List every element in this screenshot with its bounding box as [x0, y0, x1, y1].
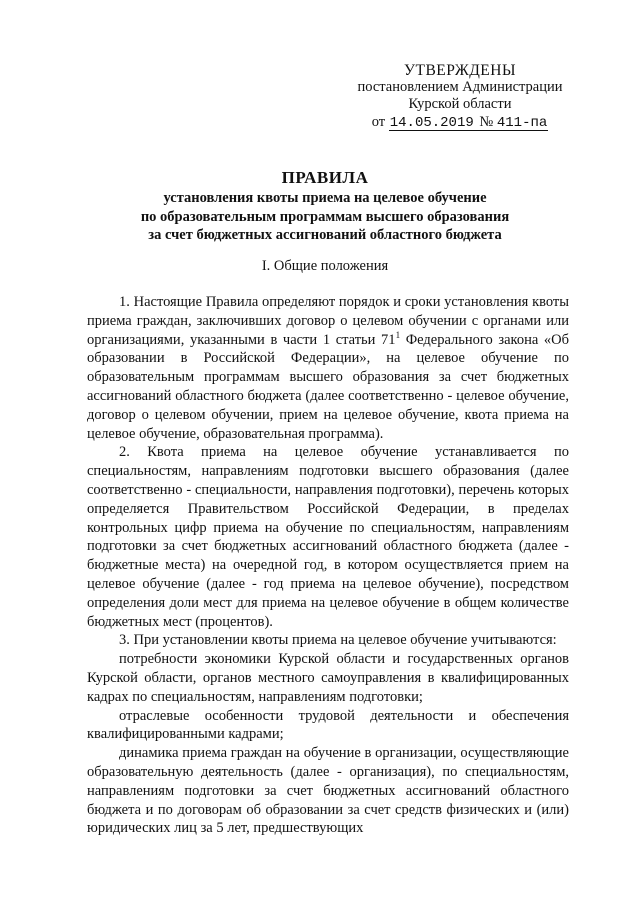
paragraph-1-text-a: 1. Настоящие Правила определяют порядок и сроки установления квоты приема граждан, заключивших договор о целевом обучении с органами или организациями, указанными в части 1 статьи 71 [87, 294, 569, 348]
approval-line-1: постановлением Администрации [357, 79, 563, 95]
paragraph-3-item-2: отраслевые особенности трудовой деятельности и обеспечения квалифицированными кадрами; [87, 707, 569, 743]
document-title [60, 167, 590, 245]
date-field [389, 114, 475, 131]
paragraph-3-item-1: потребности экономики Курской области и государственных органов Курской области, органов местного самоуправления в квалифицированных кадрах по специальностям, направлениям подготовки; [87, 651, 569, 705]
paragraph-2: 2. Квота приема на целевое обучение устанавливается по специальностям, направлениям подготовки высшего образования (далее соответственно - специальности, направления подготовки), перечень которых определяется Правительством Российской Федерации, в пределах контрольных цифр приема на обучение по специальностям, направлениям подготовки за счет бюджетных ассигнований областного бюджета (далее - бюджетные места) на очередной год, в котором осуществляется прием на целевое обучение (далее - год приема на целевое обучение), посредством определения доли мест для приема на целевое обучение в общем количестве бюджетных мест (процентов). [87, 444, 569, 630]
title-sub-2: по образовательным программам высшего образования [140, 208, 510, 225]
paragraph-1-text-b: Федерального закона «Об образовании в Российской Федерации», на целевое обучение по образовательным программам высшего образования за счет бюджетных ассигнований областного бюджета (далее соответственно - целевое обучение, договор о целевом обучении, прием на целевое обучение, квота приема на целевое обучение, образовательная программа). [87, 331, 569, 442]
paragraph-3: 3. При установлении квоты приема на целевое обучение учитываются: [119, 632, 557, 649]
paragraph-1-superscript: 1 [395, 329, 401, 340]
approval-line-2: Курской области [408, 96, 512, 112]
title-sub-1: установления квоты приема на целевое обучение [163, 190, 487, 206]
number-sign: № [479, 114, 494, 130]
date-value: 14.05.2019 [389, 115, 474, 131]
approval-date-line [345, 114, 575, 132]
number-field [475, 114, 549, 131]
date-prefix: от [371, 114, 386, 130]
approved-label: УТВЕРЖДЕНЫ [404, 62, 516, 79]
title-sub-3: за счет бюджетных ассигнований областного бюджета [148, 227, 502, 243]
title-main: ПРАВИЛА [281, 168, 369, 187]
document-body [87, 293, 569, 838]
section-heading: I. Общие положения [261, 258, 389, 274]
number-value: 411-па [496, 115, 548, 131]
approval-stamp [345, 62, 575, 132]
paragraph-1 [87, 293, 569, 443]
paragraph-3-item-3: динамика приема граждан на обучение в организации, осуществляющие образовательную деятельность (далее - организация), по специальностям, направлениям подготовки за счет бюджетных ассигнований областного бюджета и по договорам об образовании за счет средств физических и (или) юридических лиц за 5 лет, предшествующих [87, 745, 569, 837]
